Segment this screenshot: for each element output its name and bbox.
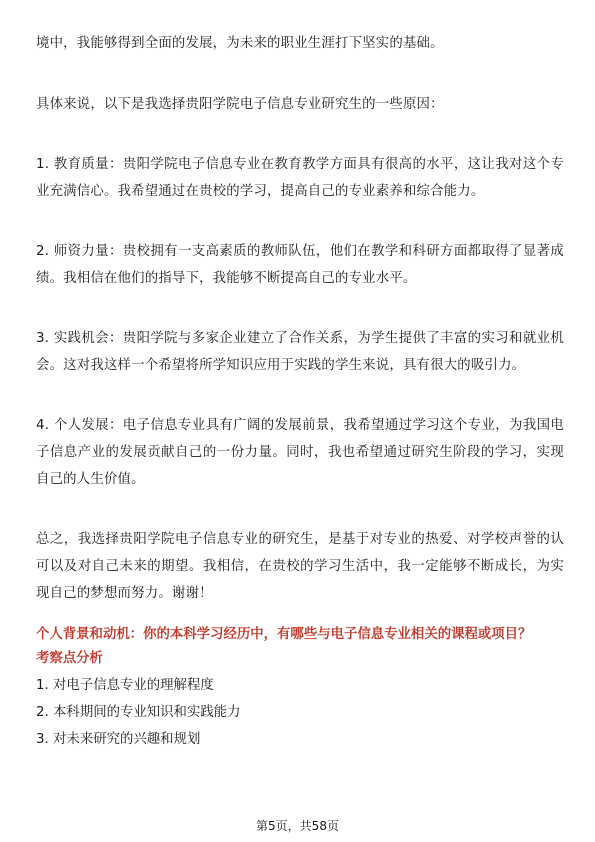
- analysis-item: 1. 对电子信息专业的理解程度: [36, 678, 214, 693]
- paragraph-intro-continuation: 境中，我能够得到全面的发展，为未来的职业生涯打下坚实的基础。: [36, 36, 444, 51]
- interview-question: 个人背景和动机：你的本科学习经历中，有哪些与电子信息专业相关的课程或项目？: [36, 627, 532, 642]
- paragraph-reason-faculty: 2. 师资力量：贵校拥有一支高素质的教师队伍，他们在教学和科研方面都取得了显著成绩。我相信在他们的指导下，我能够不断提高自己的专业水平。: [36, 244, 564, 286]
- analysis-heading: 考察点分析: [36, 651, 103, 666]
- paragraph-reasons-lead: 具体来说，以下是我选择贵阳学院电子信息专业研究生的一些原因：: [36, 97, 444, 112]
- paragraph-conclusion: 总之，我选择贵阳学院电子信息专业的研究生，是基于对专业的热爱、对学校声誉的认可以及对自己未来的期望。我相信，在贵校的学习生活中，我一定能够不断成长，为实现自己的梦想而努力。谢谢！: [36, 532, 564, 601]
- page-number-footer: 第5页，共58页: [256, 819, 339, 833]
- paragraph-reason-practice: 3. 实践机会：贵阳学院与多家企业建立了合作关系，为学生提供了丰富的实习和就业机会。这对我这样一个希望将所学知识应用于实践的学生来说，具有很大的吸引力。: [36, 331, 564, 373]
- analysis-item: 3. 对未来研究的兴趣和规划: [36, 732, 201, 747]
- page-content: [36, 30, 564, 755]
- paragraph-reason-personal-development: 4. 个人发展：电子信息专业具有广阔的发展前景，我希望通过学习这个专业，为我国电子信息产业的发展贡献自己的一份力量。同时，我也希望通过研究生阶段的学习，实现自己的人生价值。: [36, 418, 564, 487]
- analysis-item: 2. 本科期间的专业知识和实践能力: [36, 705, 241, 720]
- paragraph-reason-education-quality: 1. 教育质量：贵阳学院电子信息专业在教育教学方面具有很高的水平，这让我对这个专业充满信心。我希望通过在贵校的学习，提高自己的专业素养和综合能力。: [36, 157, 564, 199]
